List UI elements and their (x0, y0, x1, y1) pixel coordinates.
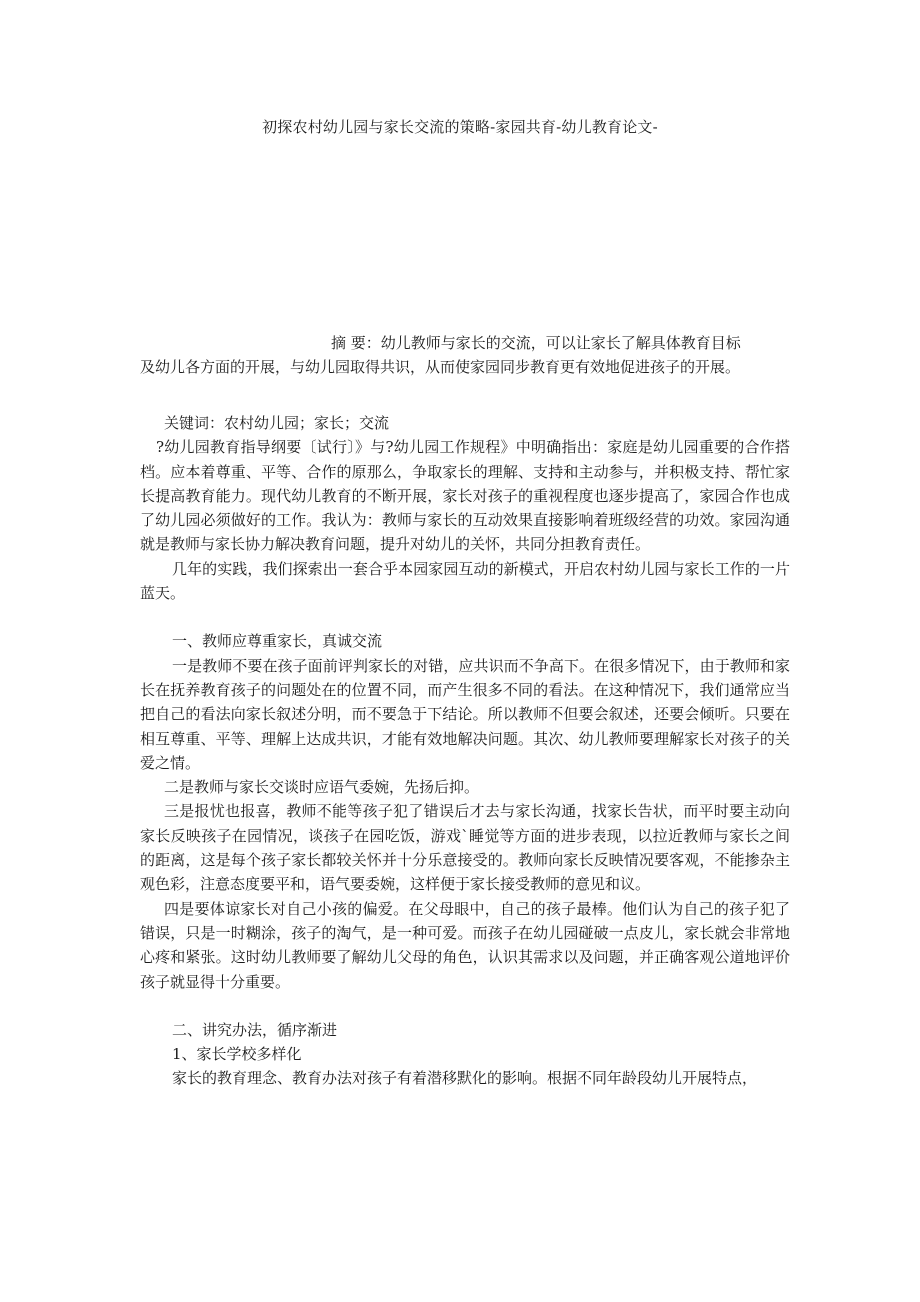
section-heading-1: 一、教师应尊重家长，真诚交流 (172, 632, 383, 651)
spacer (140, 605, 790, 629)
document-body (140, 411, 790, 1091)
paragraph-point-3: 三是报忧也报喜，教师不能等孩子犯了错误后才去与家长沟通，找家长告状，而平时要主动向家长反映孩子在园情况，谈孩子在园吃饭，游戏`睡觉等方面的进步表现，以拉近教师与家长之间的距离，这是每个孩子家长都较关怀并十分乐意接受的。教师向家长反映情况要客观，不能掺杂主观色彩，注意态度要平和，语气要委婉，这样便于家长接受教师的意见和议。 (140, 802, 790, 894)
document-title: 初探农村幼儿园与家长交流的策略-家园共育-幼儿教育论文- (262, 118, 658, 136)
paragraph-point-4: 四是要体谅家长对自己小孩的偏爱。在父母眼中，自己的孩子最棒。他们认为自己的孩子犯了错误，只是一时糊涂，孩子的淘气，是一种可爱。而孩子在幼儿园碰破一点皮儿，家长就会非常地心疼和紧张。这时幼儿教师要了解幼儿父母的角色，认识其需求以及问题，并正确客观公道地评价孩子就显得十分重要。 (140, 899, 790, 991)
subsection-heading-2-1: 1、家长学校多样化 (172, 1045, 302, 1064)
paragraph-guideline: ?幼儿园教育指导纲要〔试行〕》与?幼儿园工作规程》中明确指出：家庭是幼儿园重要的合作搭档。应本着尊重、平等、合作的原那么，争取家长的理解、支持和主动参与，并积极支持、帮忙家长提高教育能力。现代幼儿教育的不断开展，家长对孩子的重视程度也逐步提高了，家园合作也成了幼儿园必须做好的工作。我认为：教师与家长的互动效果直接影响着班级经营的功效。家园沟通就是教师与家长协力解决教育问题，提升对幼儿的关怀，共同分担教育责任。 (140, 438, 790, 554)
abstract (140, 331, 790, 380)
paragraph-parent-school: 家长的教育理念、教育办法对孩子有着潜移默化的影响。根据不同年龄段幼儿开展特点， (172, 1069, 758, 1088)
abstract-line-1: 摘 要：幼儿教师与家长的交流，可以让家长了解具体教育目标 (331, 334, 741, 352)
paragraph-point-2: 二是教师与家长交谈时应语气委婉，先扬后抑。 (164, 778, 480, 797)
abstract-line-2: 及幼儿各方面的开展，与幼儿园取得共识，从而使家园同步教育更有效地促进孩子的开展。 (140, 358, 741, 377)
paragraph-point-1: 一是教师不要在孩子面前评判家长的对错，应共识而不争高下。在很多情况下，由于教师和家长在抚养教育孩子的问题处在的位置不同，而产生很多不同的看法。在这种情况下，我们通常应当把自己的看法向家长叙述分明，而不要急于下结论。所以教师不但要会叙述，还要会倾听。只要在相互尊重、平等、理解上达成共识，才能有效地解决问题。其次、幼儿教师要理解家长对孩子的关爱之情。 (140, 656, 790, 772)
spacer (140, 994, 790, 1018)
paragraph-practice: 几年的实践，我们探索出一套合乎本园家园互动的新模式，开启农村幼儿园与家长工作的一片蓝天。 (140, 559, 790, 603)
section-heading-2: 二、讲究办法，循序渐进 (172, 1020, 338, 1039)
keywords: 关键词：农村幼儿园；家长；交流 (164, 414, 390, 432)
